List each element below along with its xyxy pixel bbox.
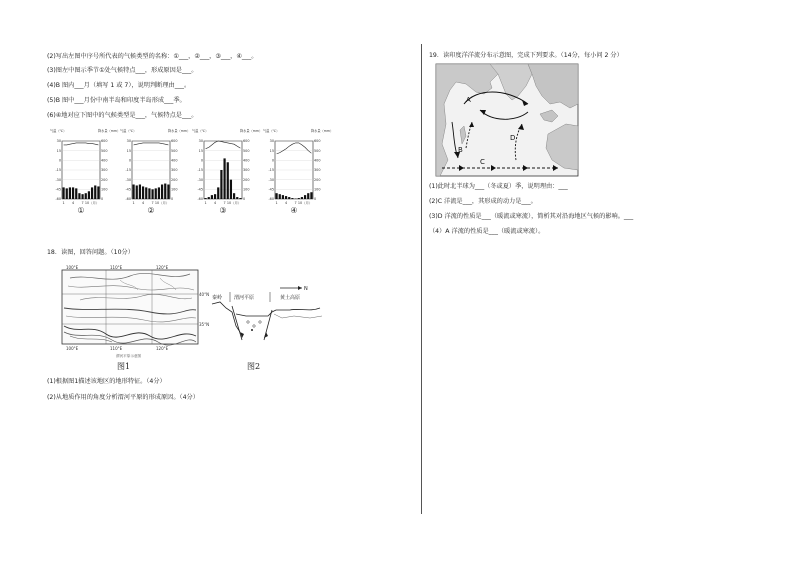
temp-tick: -15 (197, 168, 203, 173)
month-tick: 7 (151, 201, 154, 205)
precip-bar (239, 198, 241, 199)
precip-bar (78, 193, 80, 199)
month-tick: 1 (275, 201, 278, 205)
temp-tick: -60 (55, 197, 61, 202)
precip-tick: 400 (101, 158, 108, 163)
question-18-title: 18．读图，回答问题。（10分） (47, 249, 134, 256)
temp-tick: 30 (126, 139, 131, 144)
temp-tick: 0 (200, 158, 203, 163)
month-tick: 10（月） (226, 201, 242, 205)
month-tick: 1 (62, 201, 65, 205)
temp-line (134, 143, 169, 145)
precip-bar (164, 184, 166, 199)
climate-chart-caption: ② (147, 206, 155, 215)
column-divider (421, 44, 422, 514)
temp-tick: 15 (198, 148, 203, 153)
temp-tick: -15 (55, 168, 61, 173)
precip-tick: 600 (243, 139, 250, 144)
precip-bar (275, 193, 277, 199)
precip-bar (220, 170, 222, 199)
precip-tick: 300 (171, 168, 178, 173)
climate-chart-2 (120, 127, 191, 219)
question-19-part-1: (1)此时北半球为___（冬或夏）季，说明理由：___ (429, 183, 568, 190)
precip-bar (151, 189, 153, 199)
lon-label-top-3: 120°E (156, 265, 169, 270)
temp-tick: -60 (197, 197, 203, 202)
precip-tick: 600 (101, 139, 108, 144)
month-tick: 7 (81, 201, 84, 205)
precip-tick: 0 (101, 197, 104, 202)
temp-tick: 30 (269, 139, 274, 144)
precip-bar (136, 185, 138, 199)
precip-tick: 300 (314, 168, 321, 173)
climate-chart-caption: ③ (219, 206, 227, 215)
temp-tick: 15 (126, 148, 131, 153)
temp-tick: 0 (271, 158, 274, 163)
temp-tick: 15 (56, 148, 61, 153)
precip-bar (62, 187, 64, 199)
question-19-part-4: （4）A 洋流的性质是___（暖流或寒流）。 (429, 228, 545, 235)
climate-chart-caption: ① (77, 206, 85, 215)
precip-tick: 100 (101, 187, 108, 192)
precip-bar (211, 195, 213, 199)
wei-river-plain-map (50, 264, 210, 360)
month-tick: 10（月） (84, 201, 100, 205)
precip-tick: 0 (314, 197, 317, 202)
month-tick: 1 (132, 201, 135, 205)
current-label-d: D (510, 134, 516, 142)
precip-bar (81, 194, 83, 199)
map1-inner-caption: 渭河平原示意图 (116, 354, 142, 358)
temp-tick: -60 (268, 197, 274, 202)
precip-tick: 0 (243, 197, 246, 202)
precip-bar (142, 186, 144, 199)
temp-tick: 0 (128, 158, 131, 163)
question-17-part-3: (3)图左中图示季节①处气候特点___，形成原因是___。 (47, 67, 198, 74)
precip-bar (223, 158, 225, 199)
question-17-part-2: (2)写出左图中序号所代表的气候类型的名称：①___，②___，③___，④___。 (47, 53, 258, 60)
month-tick: 4 (141, 201, 145, 205)
precip-bar (97, 186, 99, 199)
precip-tick: 200 (101, 177, 108, 182)
precip-bar (208, 197, 210, 199)
precip-bar (145, 187, 147, 199)
temp-tick: 0 (58, 158, 61, 163)
cross-section-diagram (210, 282, 328, 344)
lon-label-top-2: 110°E (110, 265, 123, 270)
precip-bar (139, 185, 141, 200)
precip-bar (155, 188, 157, 199)
temp-tick: 30 (56, 139, 61, 144)
month-tick: 4 (284, 201, 288, 205)
temp-tick: -30 (268, 177, 274, 182)
climate-chart-caption: ④ (290, 206, 298, 215)
question-18-part-1: (1)根据图1描述该地区的地形特征。（4分） (47, 378, 166, 385)
question-17-part-4: (4)B 图内___月（填写 1 或 7），说明判断理由___。 (47, 82, 191, 89)
temp-tick: -45 (125, 187, 131, 192)
current-label-a: A (466, 96, 471, 104)
current-label-b: B (458, 146, 463, 154)
lon-label-top-1: 100°E (66, 265, 79, 270)
month-tick: 4 (213, 201, 217, 205)
temp-axis-label: 气温（℃） (120, 129, 137, 133)
question-19-title: 19．读印度洋洋流分布示意图，完成下列要求。（14分，每小问 2 分） (429, 52, 623, 59)
precip-tick: 100 (314, 187, 321, 192)
temp-tick: -30 (125, 177, 131, 182)
precip-bar (282, 195, 284, 199)
precip-bar (158, 187, 160, 199)
svg-text:N: N (304, 286, 308, 292)
precip-bar (304, 195, 306, 199)
precip-bar (132, 185, 134, 200)
precip-bar (230, 180, 232, 199)
precip-axis-label: 降水量（mm） (311, 129, 334, 133)
precip-bar (72, 187, 74, 199)
month-tick: 7 (294, 201, 297, 205)
temp-line (206, 141, 241, 149)
temp-axis-label: 气温（℃） (50, 129, 67, 133)
temp-tick: -30 (197, 177, 203, 182)
precip-bar (217, 187, 219, 199)
precip-tick: 200 (243, 177, 250, 182)
precip-tick: 100 (243, 187, 250, 192)
precip-tick: 400 (243, 158, 250, 163)
precip-tick: 200 (171, 177, 178, 182)
lon-label-bottom-2: 110°E (110, 346, 123, 351)
precip-bar (88, 191, 90, 199)
precip-bar (75, 188, 77, 199)
climate-chart-1 (50, 127, 121, 219)
precip-tick: 100 (171, 187, 178, 192)
precip-bar (214, 194, 216, 199)
precip-tick: 500 (243, 148, 250, 153)
precip-tick: 400 (171, 158, 178, 163)
precip-bar (85, 193, 87, 199)
temp-tick: -15 (268, 168, 274, 173)
precip-bar (307, 193, 309, 199)
temp-line (64, 143, 99, 145)
precip-bar (298, 198, 300, 199)
precip-tick: 0 (171, 197, 174, 202)
temp-tick: -15 (125, 168, 131, 173)
precip-bar (94, 185, 96, 199)
precip-bar (227, 162, 229, 199)
precip-axis-label: 降水量（mm） (168, 129, 191, 133)
precip-bar (288, 197, 290, 199)
precip-bar (285, 196, 287, 199)
month-tick: 1 (204, 201, 207, 205)
month-tick: 7 (223, 201, 226, 205)
precip-tick: 400 (314, 158, 321, 163)
lat-label-1: 40°N (199, 292, 210, 297)
precip-tick: 200 (314, 177, 321, 182)
temp-tick: -45 (197, 187, 203, 192)
lon-label-bottom-3: 120°E (156, 346, 169, 351)
precip-tick: 600 (314, 139, 321, 144)
precip-axis-label: 降水量（mm） (98, 129, 121, 133)
precip-bar (167, 185, 169, 200)
temp-tick: 15 (269, 148, 274, 153)
temp-axis-label: 气温（℃） (263, 129, 280, 133)
question-17-part-6: (6)④地对应下图中的气候类型是___，气候特点是___。 (47, 112, 198, 119)
lat-label-2: 35°N (199, 322, 210, 327)
question-19-part-2: (2)C 洋流是___，其形成的动力是___。 (429, 198, 537, 205)
temp-axis-label: 气温（℃） (192, 129, 209, 133)
question-19-part-3: (3)D 洋流的性质是___（暖流或寒流），简析其对沿海地区气候的影响。___ (429, 213, 634, 220)
current-label-c: C (480, 158, 485, 166)
precip-bar (233, 193, 235, 199)
temp-tick: -30 (55, 177, 61, 182)
precip-tick: 300 (101, 168, 108, 173)
question-17-part-5: (5)B 图中___月份中南半岛和印度半岛形成___季。 (47, 97, 186, 104)
month-tick: 10（月） (154, 201, 170, 205)
question-18-part-2: (2)从地质作用的角度分析渭河平原的形成原因。（4分） (47, 394, 199, 401)
precip-bar (236, 197, 238, 199)
temp-line (277, 143, 312, 154)
precip-bar (91, 187, 93, 199)
precip-tick: 500 (171, 148, 178, 153)
precip-tick: 600 (171, 139, 178, 144)
precip-bar (301, 197, 303, 199)
figure-2-caption: 图2 (247, 362, 261, 371)
precip-tick: 500 (101, 148, 108, 153)
precip-bar (204, 198, 206, 199)
precip-bar (161, 185, 163, 200)
temp-tick: -45 (55, 187, 61, 192)
label-qinling: 秦岭 (212, 295, 223, 301)
precip-bar (291, 198, 293, 199)
precip-bar (148, 188, 150, 199)
indian-ocean-currents-map (436, 64, 578, 176)
label-weihe-plain: 渭河平原 (234, 295, 255, 301)
precip-bar (66, 188, 68, 199)
lon-label-bottom-1: 100°E (66, 346, 79, 351)
precip-bar (69, 187, 71, 199)
climate-chart-3 (192, 127, 263, 219)
precip-bar (310, 192, 312, 199)
precip-axis-label: 降水量（mm） (240, 129, 263, 133)
month-tick: 10（月） (297, 201, 313, 205)
precip-tick: 300 (243, 168, 250, 173)
climate-chart-4 (263, 127, 334, 219)
temp-tick: -60 (125, 197, 131, 202)
temp-tick: 30 (198, 139, 203, 144)
figure-1-caption: 图1 (117, 362, 131, 371)
month-tick: 4 (71, 201, 75, 205)
label-loess-plateau: 黄土高原 (280, 295, 301, 301)
precip-bar (279, 194, 281, 199)
precip-tick: 500 (314, 148, 321, 153)
temp-tick: -45 (268, 187, 274, 192)
